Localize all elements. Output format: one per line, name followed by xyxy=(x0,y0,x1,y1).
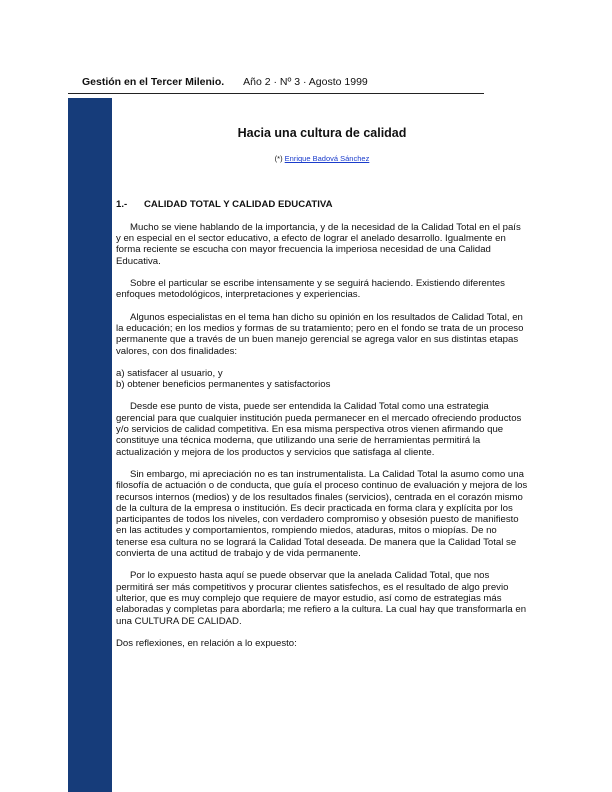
paragraph: Mucho se viene hablando de la importancia, y de la necesidad de la Calidad Total en el país y en especial en el sector educativo, a efecto de lograr el anelado desarrollo. Igualmente en forma reciente se escucha con mayor frecuencia la imperiosa necesidad de una Calidad Educativa. xyxy=(116,221,521,267)
article-title: Hacia una cultura de calidad xyxy=(237,126,407,140)
decorative-sidebar-bar xyxy=(68,98,112,792)
header-divider xyxy=(68,93,484,94)
paragraph: Algunos especialistas en el tema han dicho su opinión en los resultados de Calidad Total, en la educación; en los medios y formas de su tratamiento; pero en el fondo se trata de un proceso permanente que a través de un buen manejo gerencial se agrega valor en sus distintas etapas valores, con dos finalidades: xyxy=(116,311,524,357)
paragraph: Sin embargo, mi apreciación no es tan instrumentalista. La Calidad Total la asumo como una filosofía de actuación o de conducta, que guía el proceso continuo de evaluación y mejora de los recursos internos (medios) y de los resultados finales (servicios), centrada en el corazón mismo de la cultura de la empresa o institución. Es decir practicada en forma clara y explícita por los participantes de todos los niveles, con verdadero compromiso y obsesión puesto de manifiesto en las actitudes y comportamientos, rompiendo miedos, ataduras, mitos o miopías. De no tenerse esa cultura no se logrará la Calidad Total deseada. De manera que la Calidad Total se convierta de una actitud de trabajo y de vida permanente. xyxy=(116,468,528,560)
author-link[interactable]: Enrique Badová Sánchez xyxy=(284,154,370,164)
section-number: 1.- xyxy=(116,198,128,210)
section-title: CALIDAD TOTAL Y CALIDAD EDUCATIVA xyxy=(144,198,333,210)
list-item: b) obtener beneficios permanentes y satisfactorios xyxy=(116,379,331,391)
issue-info: Año 2 · Nº 3 · Agosto 1999 xyxy=(243,76,368,88)
publication-name: Gestión en el Tercer Milenio. xyxy=(82,76,225,88)
paragraph: Desde ese punto de vista, puede ser entendida la Calidad Total como una estrategia gerencial para que cualquier institución pueda permanecer en el mercado ofreciendo productos y/o servicios de calidad competitiva. En esa misma perspectiva otros vienen afirmando que constituye una técnica moderna, que utilizando una serie de herramientas permitirá la actualización y mejora de los productos y servicios que satisfaga al cliente. xyxy=(116,401,522,458)
paragraph: Sobre el particular se escribe intensamente y se seguirá haciendo. Existiendo diferentes enfoques metodológicos, interpretaciones y experiencias. xyxy=(116,278,505,301)
section-heading xyxy=(116,199,528,210)
paragraph: Dos reflexiones, en relación a lo expuesto: xyxy=(116,637,297,649)
article-body xyxy=(116,124,528,660)
author-line xyxy=(116,153,528,164)
list-item: a) satisfacer al usuario, y xyxy=(116,367,223,379)
objectives-list xyxy=(116,368,528,391)
paragraph: Por lo expuesto hasta aquí se puede observar que la anelada Calidad Total, que nos permitirá ser más competitivos y procurar clientes satisfechos, es el resultado de algo previo ulterior, que es muy complejo que requiere de mayor estudio, así como de estrategias más elaboradas y completas para abordarla; me refiero a la cultura. La cual hay que transformarla en una CULTURA DE CALIDAD. xyxy=(116,570,527,627)
author-prefix: (*) xyxy=(274,154,283,164)
running-header xyxy=(82,76,482,88)
